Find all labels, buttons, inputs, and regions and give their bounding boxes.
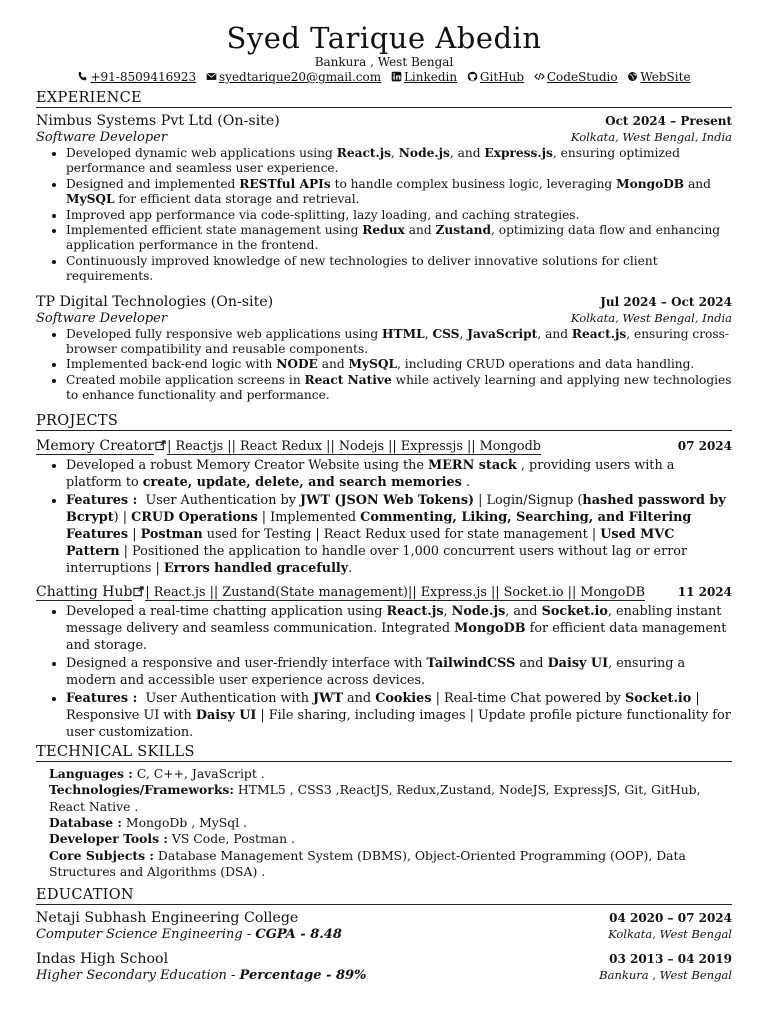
company-name: Nimbus Systems Pvt Ltd (On-site) [36,113,280,129]
globe-icon [627,71,638,82]
skill-label: Core Subjects : [49,847,154,863]
school-name: Indas High School [36,950,169,967]
education-dates: 03 2013 – 04 2019 [609,951,732,966]
skills-list [36,766,732,881]
education-entry-1 [36,909,732,927]
contact-email[interactable] [206,70,381,84]
degree: Higher Secondary Education - [36,967,240,983]
project-title-text: Memory Creator [36,437,155,454]
skill-value: MongoDb , MySql . [121,814,248,830]
contact-linkedin[interactable] [391,70,457,84]
projects-section-title: PROJECTS [36,413,732,431]
github-text: GitHub [479,70,525,84]
experience-entry-2 [36,293,732,311]
list-item: • Created mobile application screens in React Native while actively learning and applying new technologies to enhance functionality and performance. [66,373,732,404]
external-link-icon[interactable] [133,586,144,597]
experience-entry-1-sub [36,130,732,145]
experience-entry-1 [36,112,732,130]
score: CGPA - 8.48 [255,926,342,942]
employment-dates: Jul 2024 – Oct 2024 [600,294,732,309]
code-icon [534,71,545,82]
project-date: 07 2024 [677,438,732,453]
score: Percentage - 89% [239,967,367,983]
codestudio-text: CodeStudio [546,70,618,84]
skill-label: Developer Tools : [49,831,168,847]
project-date: 11 2024 [677,584,732,599]
project-title[interactable] [36,584,132,601]
list-item: • Implemented back-end logic with NODE and MySQL, including CRUD operations and data handling. [66,357,732,372]
project-1-bullets [36,457,732,577]
education-dates: 04 2020 – 07 2024 [609,910,732,925]
experience-section-title: EXPERIENCE [36,90,732,108]
job-role: Software Developer [36,130,168,145]
job-role: Software Developer [36,310,168,326]
education-location: Bankura , West Bengal [599,967,732,982]
skills-section-title: TECHNICAL SKILLS [36,744,732,762]
company-name: TP Digital Technologies (On-site) [36,293,274,310]
education-entry-1-sub [36,927,732,942]
email-text: syedtarique20@gmail.com [219,70,382,84]
skills-tools [49,831,732,847]
job-location: Kolkata, West Bengal, India [570,130,732,144]
phone-icon [77,71,88,82]
education-entry-2 [36,950,732,968]
skills-languages [49,766,732,782]
list-item: • Continuously improved knowledge of new technologies to deliver innovative solutions for client requirements. [66,254,732,285]
project-2-bullets [36,603,732,741]
contact-website[interactable] [627,70,690,84]
contact-codestudio[interactable] [534,70,618,84]
employment-dates: Oct 2024 – Present [605,114,732,128]
list-item: • Developed a robust Memory Creator Website using the MERN stack , providing users with a platform to create, update, delete, and search memories . [66,457,732,491]
experience-2-bullets [36,327,732,404]
list-item: • Developed dynamic web applications using React.js, Node.js, and Express.js, ensuring optimized performance and seamless user experience. [66,146,732,177]
external-link-icon[interactable] [155,440,166,451]
skills-database [49,815,732,831]
skill-label: Database : [49,814,122,830]
education-section-title: EDUCATION [36,887,732,905]
school-name: Netaji Subhash Engineering College [36,909,299,926]
list-item: • Implemented efficient state management using Redux and Zustand, optimizing data flow and enhancing application performance in the frontend. [66,223,732,254]
job-location: Kolkata, West Bengal, India [570,310,732,325]
skill-value: VS Code, Postman . [167,831,295,847]
list-item: • Features : User Authentication by JWT (JSON Web Tokens) | Login/Signup (hashed password by Bcrypt) | CRUD Operations | Implemented Commenting, Liking, Searching, and Filtering Features | Postman used for Testing | React Redux used for state management | Used MVC Pattern | Positioned the application to handle over 1,000 concurrent users without lag or error interruptions | Errors handled gracefully. [66,492,732,577]
contact-bar [36,70,732,84]
skills-core [49,848,732,881]
skills-frameworks [49,782,732,815]
education-location: Kolkata, West Bengal [608,926,732,941]
website-text: WebSite [640,70,691,84]
contact-phone[interactable] [77,70,196,84]
candidate-name: Syed Tarique Abedin [226,21,542,55]
education-entry-2-sub [36,968,732,983]
skill-value: C, C++, JavaScript . [132,765,265,781]
project-2-header [36,584,732,602]
phone-text: +91-8509416923 [90,70,197,84]
list-item: • Developed a real-time chatting application using React.js, Node.js, and Socket.io, enabling instant message delivery and seamless communication. Integrated MongoDB for efficient data management and storage. [66,603,732,654]
project-title[interactable] [36,438,154,455]
list-item: • Developed fully responsive web applications using HTML, CSS, JavaScript, and React.js, ensuring cross-browser compatibility and reusable components. [66,327,732,358]
linkedin-text: Linkedin [403,70,458,84]
experience-entry-2-sub [36,311,732,326]
candidate-location: Bankura , West Bengal [314,55,454,69]
experience-1-bullets [36,146,732,285]
project-1-header [36,438,732,456]
project-tech-stack: | React.js || Zustand(State management)|| Express.js || Socket.io || MongoDB [145,584,645,600]
github-icon [467,71,478,82]
linkedin-icon [391,71,402,82]
list-item: • Designed and implemented RESTful APIs to handle complex business logic, leveraging MongoDB and MySQL for efficient data storage and retrieval. [66,177,732,208]
envelope-icon [206,71,217,82]
project-tech-stack: | Reactjs || React Redux || Nodejs || Expressjs || Mongodb [167,438,541,454]
project-title-text: Chatting Hub [36,583,133,600]
skill-value: Database Management System (DBMS), Object-Oriented Programming (OOP), Data Structures and Algorithms (DSA) . [49,847,686,880]
contact-github[interactable] [467,70,524,84]
list-item: • Features : User Authentication with JWT and Cookies | Real-time Chat powered by Socket.io | Responsive UI with Daisy UI | File sharing, including images | Update profile picture functionality for user customization. [66,690,732,741]
skill-value: HTML5 , CSS3 ,ReactJS, Redux,Zustand, NodeJS, ExpressJS, Git, GitHub, React Native . [49,782,701,814]
list-item: • Improved app performance via code-splitting, lazy loading, and caching strategies. [66,208,732,223]
skill-label: Technologies/Frameworks: [49,782,234,798]
degree: Computer Science Engineering - [36,926,256,942]
list-item: • Designed a responsive and user-friendly interface with TailwindCSS and Daisy UI, ensuring a modern and accessible user experience across devices. [66,655,732,689]
skill-label: Languages : [49,765,133,781]
